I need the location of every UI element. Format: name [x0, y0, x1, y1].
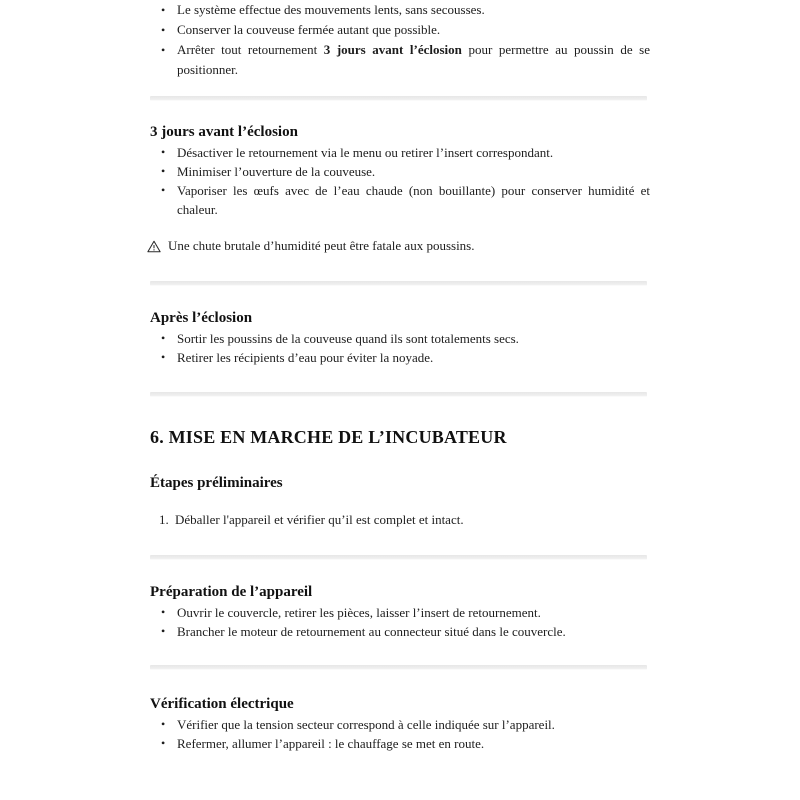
bullet-marker: • [161, 3, 166, 17]
list-item [150, 0, 650, 20]
list-item [150, 143, 650, 162]
bold-text-run: 3 jours avant l’éclosion [323, 42, 462, 57]
list-item-text: Vérifier que la tension secteur correspond à celle indiquée sur l’appareil. [177, 717, 555, 732]
warning-note [150, 236, 650, 259]
bullet-list-intro [150, 0, 650, 80]
heading-etapes-preliminaires: Étapes préliminaires [150, 475, 283, 491]
list-item-text: Vaporiser les œufs avec de l’eau chaude (non bouillante) pour conserver humidité et chaleur. [177, 183, 650, 217]
list-item-text: Conserver la couveuse fermée autant que possible. [177, 22, 441, 37]
list-item-text [177, 40, 650, 80]
numbered-list-item [150, 510, 650, 529]
list-item [150, 181, 650, 219]
bullet-list-preparation [150, 603, 650, 641]
bullet-list-verification [150, 715, 650, 753]
section-divider [150, 392, 647, 397]
list-item [150, 20, 650, 40]
bullet-marker: • [161, 23, 166, 37]
text-run: Arrêter tout retournement [177, 42, 324, 57]
bullet-marker: • [161, 43, 166, 57]
list-item [150, 734, 650, 753]
list-item-text: Minimiser l’ouverture de la couveuse. [177, 164, 376, 179]
bullet-list-apres [150, 329, 650, 367]
heading-3-jours-avant-eclosion: 3 jours avant l’éclosion [150, 124, 298, 140]
list-item [150, 348, 650, 367]
heading-preparation-appareil: Préparation de l’appareil [150, 584, 313, 600]
section-divider [150, 665, 647, 670]
bullet-marker: • [161, 350, 166, 364]
bullet-marker: • [161, 717, 166, 731]
section-divider [150, 555, 647, 560]
list-item-text: Brancher le moteur de retournement au connecteur situé dans le couvercle. [177, 624, 566, 639]
list-item-text: Retirer les récipients d’eau pour éviter la noyade. [177, 350, 434, 365]
list-item [150, 603, 650, 622]
list-item [150, 715, 650, 734]
section-divider [150, 96, 647, 101]
list-item-text: Ouvrir le couvercle, retirer les pièces, laisser l’insert de retournement. [177, 605, 541, 620]
bullet-marker: • [161, 736, 166, 750]
list-item-text: Refermer, allumer l’appareil : le chauffage se met en route. [177, 736, 485, 751]
list-item [150, 162, 650, 181]
heading-verification-electrique: Vérification électrique [150, 696, 294, 712]
list-item-text: Le système effectue des mouvements lents, sans secousses. [177, 2, 485, 17]
bullet-list-3-jours [150, 143, 650, 219]
list-item [150, 329, 650, 348]
heading-mise-en-marche: 6. MISE EN MARCHE DE L’INCUBATEUR [150, 427, 507, 447]
list-item-text: Désactiver le retournement via le menu ou retirer l’insert correspondant. [177, 145, 554, 160]
bullet-marker: • [161, 145, 166, 159]
numbered-list-etapes [150, 510, 650, 529]
section-divider [150, 281, 647, 286]
heading-apres-eclosion: Après l’éclosion [150, 310, 253, 326]
warning-triangle-icon [147, 239, 161, 259]
warning-text: Une chute brutale d’humidité peut être fatale aux poussins. [168, 238, 475, 253]
list-item-text: Sortir les poussins de la couveuse quand ils sont totalements secs. [177, 331, 519, 346]
text-run: pour permettre au poussin de se positionner. [177, 42, 650, 77]
bullet-marker: • [161, 331, 166, 345]
list-number: 1. [159, 512, 169, 527]
bullet-marker: • [161, 183, 166, 197]
list-item [150, 622, 650, 641]
bullet-marker: • [161, 624, 166, 638]
list-item-text: Déballer l'appareil et vérifier qu’il est complet et intact. [175, 512, 464, 527]
bullet-marker: • [161, 164, 166, 178]
list-item [150, 40, 650, 80]
bullet-marker: • [161, 605, 166, 619]
